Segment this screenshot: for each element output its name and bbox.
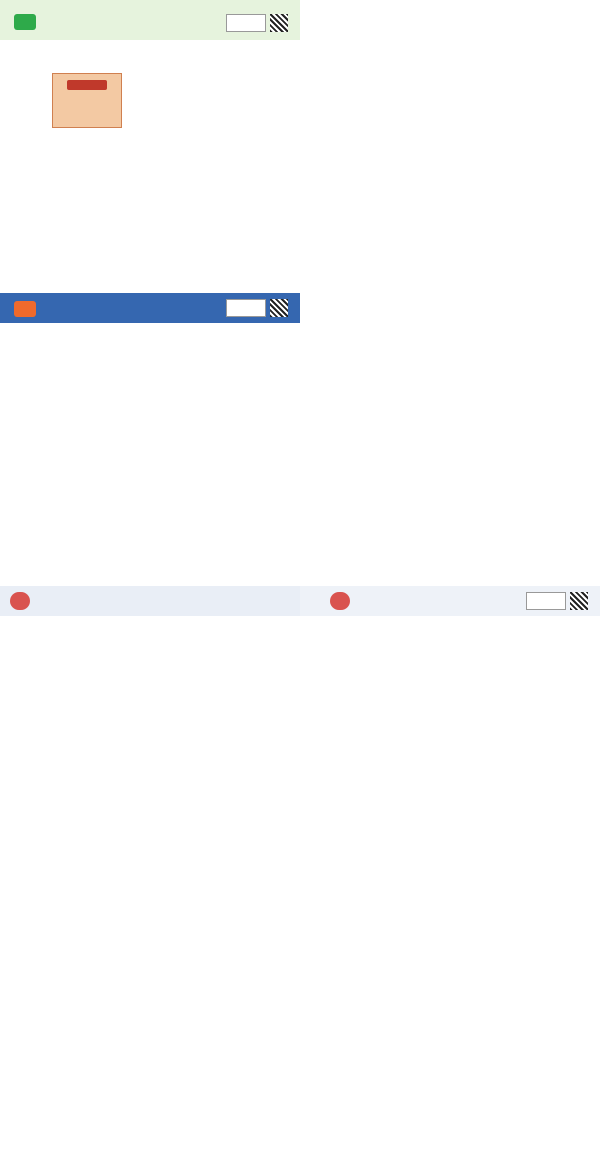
score-box (226, 299, 266, 317)
score-box (526, 592, 566, 610)
qr-code-icon[interactable] (270, 14, 288, 32)
page-10 (0, 293, 300, 586)
test-badge (14, 301, 36, 317)
qr-code-icon[interactable] (570, 592, 588, 610)
score-box (226, 14, 266, 32)
dictation-header (0, 293, 300, 323)
question-item (20, 282, 290, 293)
words-title (10, 592, 30, 610)
cats-sign (67, 80, 107, 90)
word-test-title (330, 592, 350, 610)
words-header-band (0, 586, 300, 616)
question-item (320, 38, 590, 88)
question-item (320, 118, 590, 168)
page-7 (300, 0, 600, 293)
question-item (20, 172, 290, 222)
question-item (20, 225, 290, 275)
question-item (320, 175, 590, 225)
cats-poster-image (52, 73, 122, 128)
page-14 (0, 586, 300, 879)
test-badge (14, 14, 36, 30)
page-6 (0, 0, 300, 293)
page-11 (300, 293, 600, 586)
test-header (0, 0, 300, 40)
qr-code-icon[interactable] (270, 299, 288, 317)
question-item (320, 235, 590, 285)
page-15 (300, 586, 600, 879)
